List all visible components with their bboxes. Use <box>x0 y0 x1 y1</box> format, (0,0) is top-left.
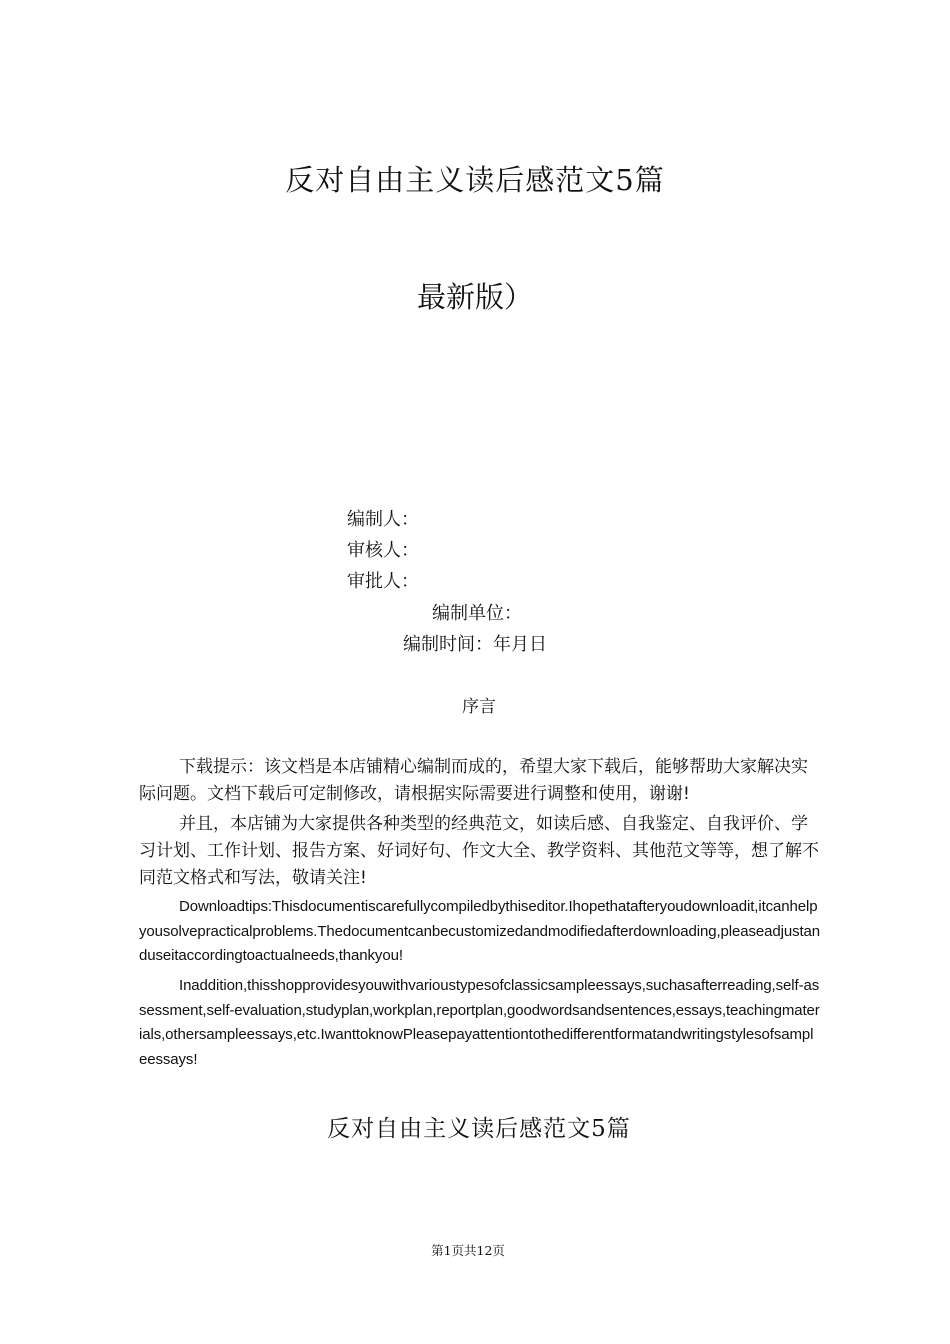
time-field: 编制时间：年月日 <box>403 634 547 655</box>
preface-heading: 序言 <box>462 697 496 717</box>
unit-field: 编制单位： <box>432 603 522 624</box>
download-tip-cn: 下载提示：该文档是本店铺精心编制而成的，希望大家下载后，能够帮助大家解决实际问题。文档下载后可定制修改，请根据实际需要进行调整和使用，谢谢! <box>139 757 808 804</box>
shop-note-cn: 并且，本店铺为大家提供各种类型的经典范文，如读后感、自我鉴定、自我评价、学习计划、工作计划、报告方案、好词好句、作文大全、教学资料、其他范文等等，想了解不同范文格式和写法，敬请关注! <box>139 814 819 888</box>
reviewer-field: 审核人： <box>347 540 419 561</box>
page-footer: 第1页共12页 <box>431 1243 505 1258</box>
shop-note-en: Inaddition,thisshopprovidesyouwithvarioustypesofclassicsampleessays,suchasafterreading,self-assessment,self-evaluation,studyplan,workplan,reportplan,goodwordsandsentences,essays,teachingmaterials,othersampleessays,etc.IwanttoknowPleasepayattentiontothedifferentformatandwritingstylesofsampleessays! <box>139 977 820 1068</box>
approver-field: 审批人： <box>347 571 419 592</box>
download-tip-en: Downloadtips:Thisdocumentiscarefullycompiledbythiseditor.Ihopethatafteryoudownloadit,itcanhelpyousolvepracticalproblems.Thedocumentcanbecustomizedandmodifiedafterdownloading,pleaseadjustanduseitaccordingtoactualneeds,thankyou! <box>139 898 821 964</box>
editor-field: 编制人： <box>347 509 419 530</box>
body-title: 反对自由主义读后感范文5篇 <box>327 1116 631 1142</box>
document-title: 反对自由主义读后感范文5篇 <box>285 163 665 197</box>
document-subtitle: 最新版） <box>416 280 533 314</box>
